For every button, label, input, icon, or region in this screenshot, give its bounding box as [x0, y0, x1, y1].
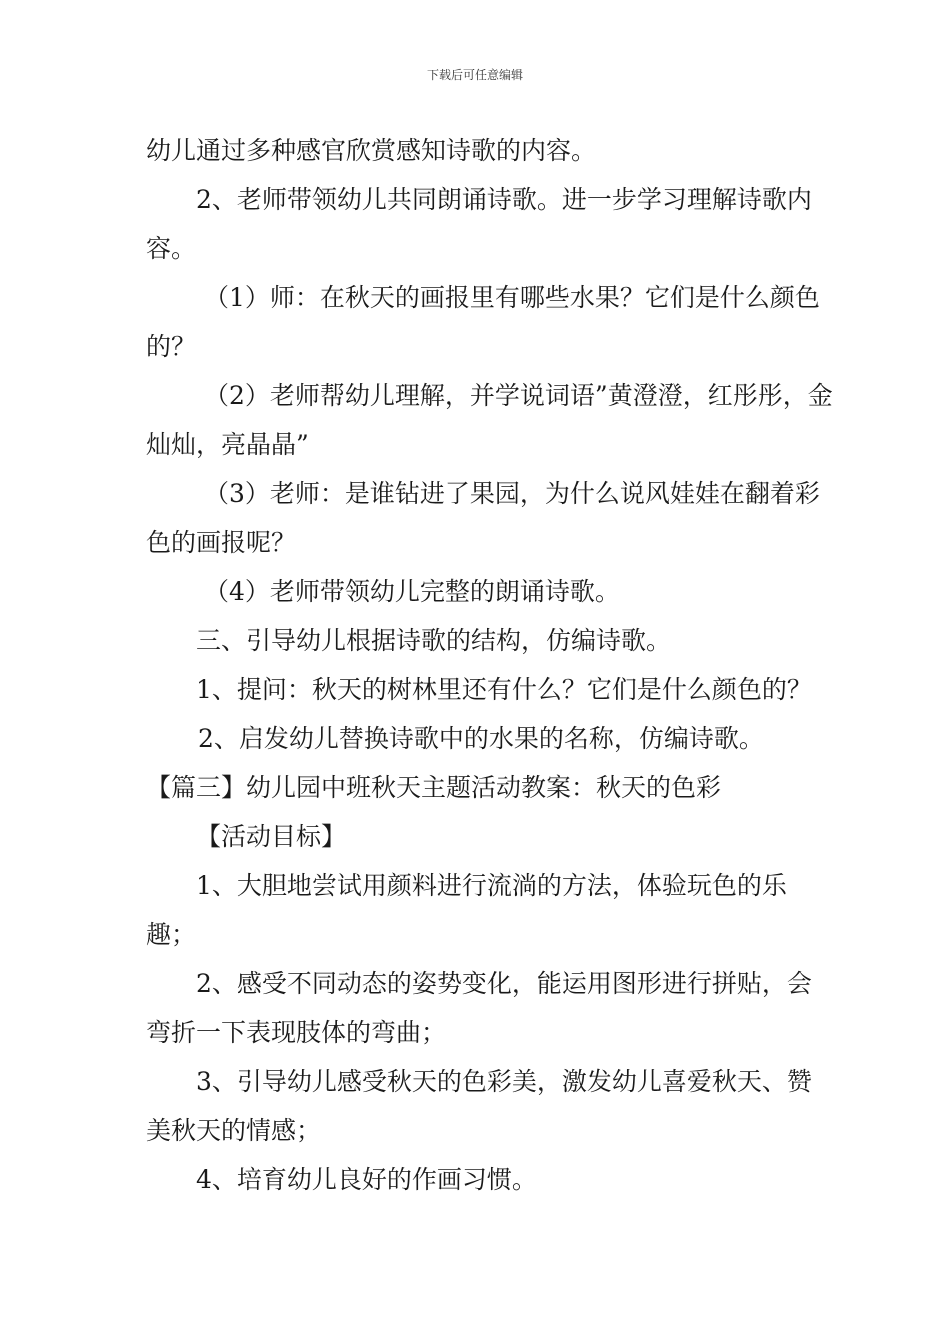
goal-item-4: 4、培育幼儿良好的作画习惯。	[196, 1165, 537, 1194]
document-body	[146, 126, 836, 1204]
paragraph-sub-2: （2）老师帮幼儿理解，并学说词语”黄澄澄，红彤彤，金灿灿，亮晶晶”	[146, 381, 833, 459]
paragraph-sub-4: （4）老师带领幼儿完整的朗诵诗歌。	[204, 577, 620, 606]
goal-item-3: 3、引导幼儿感受秋天的色彩美，激发幼儿喜爱秋天、赞美秋天的情感；	[146, 1067, 812, 1145]
paragraph-step-2: 2、老师带领幼儿共同朗诵诗歌。进一步学习理解诗歌内容。	[146, 185, 812, 263]
paragraph-sub-3: （3）老师：是谁钻进了果园，为什么说风娃娃在翻着彩色的画报呢？	[146, 479, 820, 557]
goal-item-1: 1、大胆地尝试用颜料进行流淌的方法，体验玩色的乐趣；	[146, 871, 787, 949]
section-heading-goals: 【活动目标】	[196, 822, 347, 851]
page-header: 下载后可任意编辑	[426, 68, 523, 82]
paragraph-section-3: 三、引导幼儿根据诗歌的结构，仿编诗歌。	[196, 626, 672, 655]
goal-item-2: 2、感受不同动态的姿势变化，能运用图形进行拼贴，会弯折一下表现肢体的弯曲；	[146, 969, 812, 1047]
paragraph-question-1: 1、提问：秋天的树林里还有什么？它们是什么颜色的？	[196, 675, 812, 704]
article-heading: 【篇三】幼儿园中班秋天主题活动教案：秋天的色彩	[146, 773, 722, 802]
paragraph-question-2: 2、启发幼儿替换诗歌中的水果的名称，仿编诗歌。	[198, 724, 764, 753]
paragraph-continuation: 幼儿通过多种感官欣赏感知诗歌的内容。	[146, 136, 597, 165]
paragraph-sub-1: （1）师：在秋天的画报里有哪些水果？它们是什么颜色的？	[146, 283, 820, 361]
